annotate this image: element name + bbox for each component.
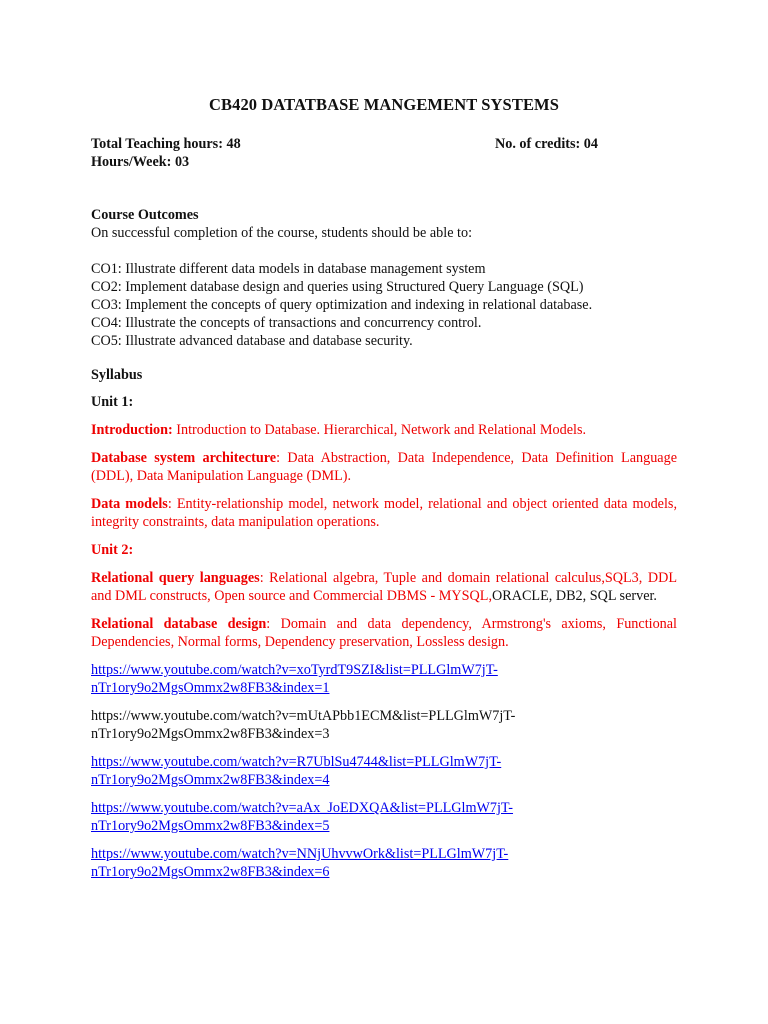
link-line[interactable]: nTr1ory9o2MgsOmmx2w8FB3&index=1 [91,680,330,696]
outcome-item: CO5: Illustrate advanced database and database security. [91,333,413,349]
video-link[interactable] [91,753,677,789]
outcome-item: CO2: Implement database design and queries using Structured Query Language (SQL) [91,279,584,295]
link-line[interactable]: https://www.youtube.com/watch?v=aAx_JoEDXQA&list=PLLGlmW7jT- [91,800,514,816]
topic-text-black: ORACLE, DB2, SQL server. [492,588,657,604]
course-outcomes-list [91,260,677,350]
topic-text: Introduction to Database. Hierarchical, Network and Relational Models. [172,422,587,438]
topic-label: Data models [91,496,168,512]
link-line[interactable]: https://www.youtube.com/watch?v=R7UblSu4744&list=PLLGlmW7jT- [91,754,502,770]
topic-data-models [91,495,677,531]
topic-database-design [91,615,677,651]
link-line[interactable]: nTr1ory9o2MgsOmmx2w8FB3&index=5 [91,818,330,834]
hours-week: Hours/Week: 03 [91,154,190,170]
link-line: https://www.youtube.com/watch?v=mUtAPbb1ECM&list=PLLGlmW7jT- [91,708,516,724]
topic-introduction [91,421,677,439]
topic-label: Database system architecture [91,450,277,466]
course-outcomes-heading: Course Outcomes [91,207,199,223]
course-outcomes-intro: On successful completion of the course, students should be able to: [91,225,473,241]
document-page [91,95,677,881]
page-title: CB420 DATATBASE MANGEMENT SYSTEMS [208,95,559,114]
outcome-item: CO1: Illustrate different data models in database management system [91,261,486,277]
topic-label: Relational database design [91,616,267,632]
topic-text: : Data Abstraction, Data Independence, Data Definition Language (DDL), Data Manipulation Language (DML). [91,450,677,484]
link-line[interactable]: nTr1ory9o2MgsOmmx2w8FB3&index=6 [91,864,330,880]
video-link[interactable] [91,799,677,835]
topic-label: Introduction: [91,422,173,438]
outcome-item: CO3: Implement the concepts of query optimization and indexing in relational database. [91,297,593,313]
unit2-heading: Unit 2: [91,542,134,558]
video-link[interactable] [91,845,677,881]
topic-text: : Domain and data dependency, Armstrong's axioms, Functional Dependencies, Normal forms, Dependency preservation, Lossless design. [91,616,678,650]
link-line[interactable]: https://www.youtube.com/watch?v=NNjUhvvwOrk&list=PLLGlmW7jT- [91,846,509,862]
link-line[interactable]: nTr1ory9o2MgsOmmx2w8FB3&index=4 [91,772,330,788]
syllabus-heading: Syllabus [91,367,143,383]
topic-query-languages [91,569,677,605]
unit1-heading: Unit 1: [91,394,134,410]
link-line[interactable]: https://www.youtube.com/watch?v=xoTyrdT9SZI&list=PLLGlmW7jT- [91,662,498,678]
topic-architecture [91,449,677,485]
link-line: nTr1ory9o2MgsOmmx2w8FB3&index=3 [91,726,330,742]
outcome-item: CO4: Illustrate the concepts of transactions and concurrency control. [91,315,482,331]
meta-row [91,135,677,153]
topic-text: : Entity-relationship model, network model, relational and object oriented data models, integrity constraints, data manipulation operations. [91,496,677,530]
video-link [91,707,677,743]
teaching-hours: Total Teaching hours: 48 [91,136,241,152]
topic-label: Relational query languages [91,570,260,586]
video-link[interactable] [91,661,677,697]
topic-text: : Relational algebra, Tuple and domain relational calculus,SQL3, DDL and DML constructs, Open source and Commercial DBMS - MYSQL, [91,570,677,604]
credits: No. of credits: 04 [495,136,598,152]
